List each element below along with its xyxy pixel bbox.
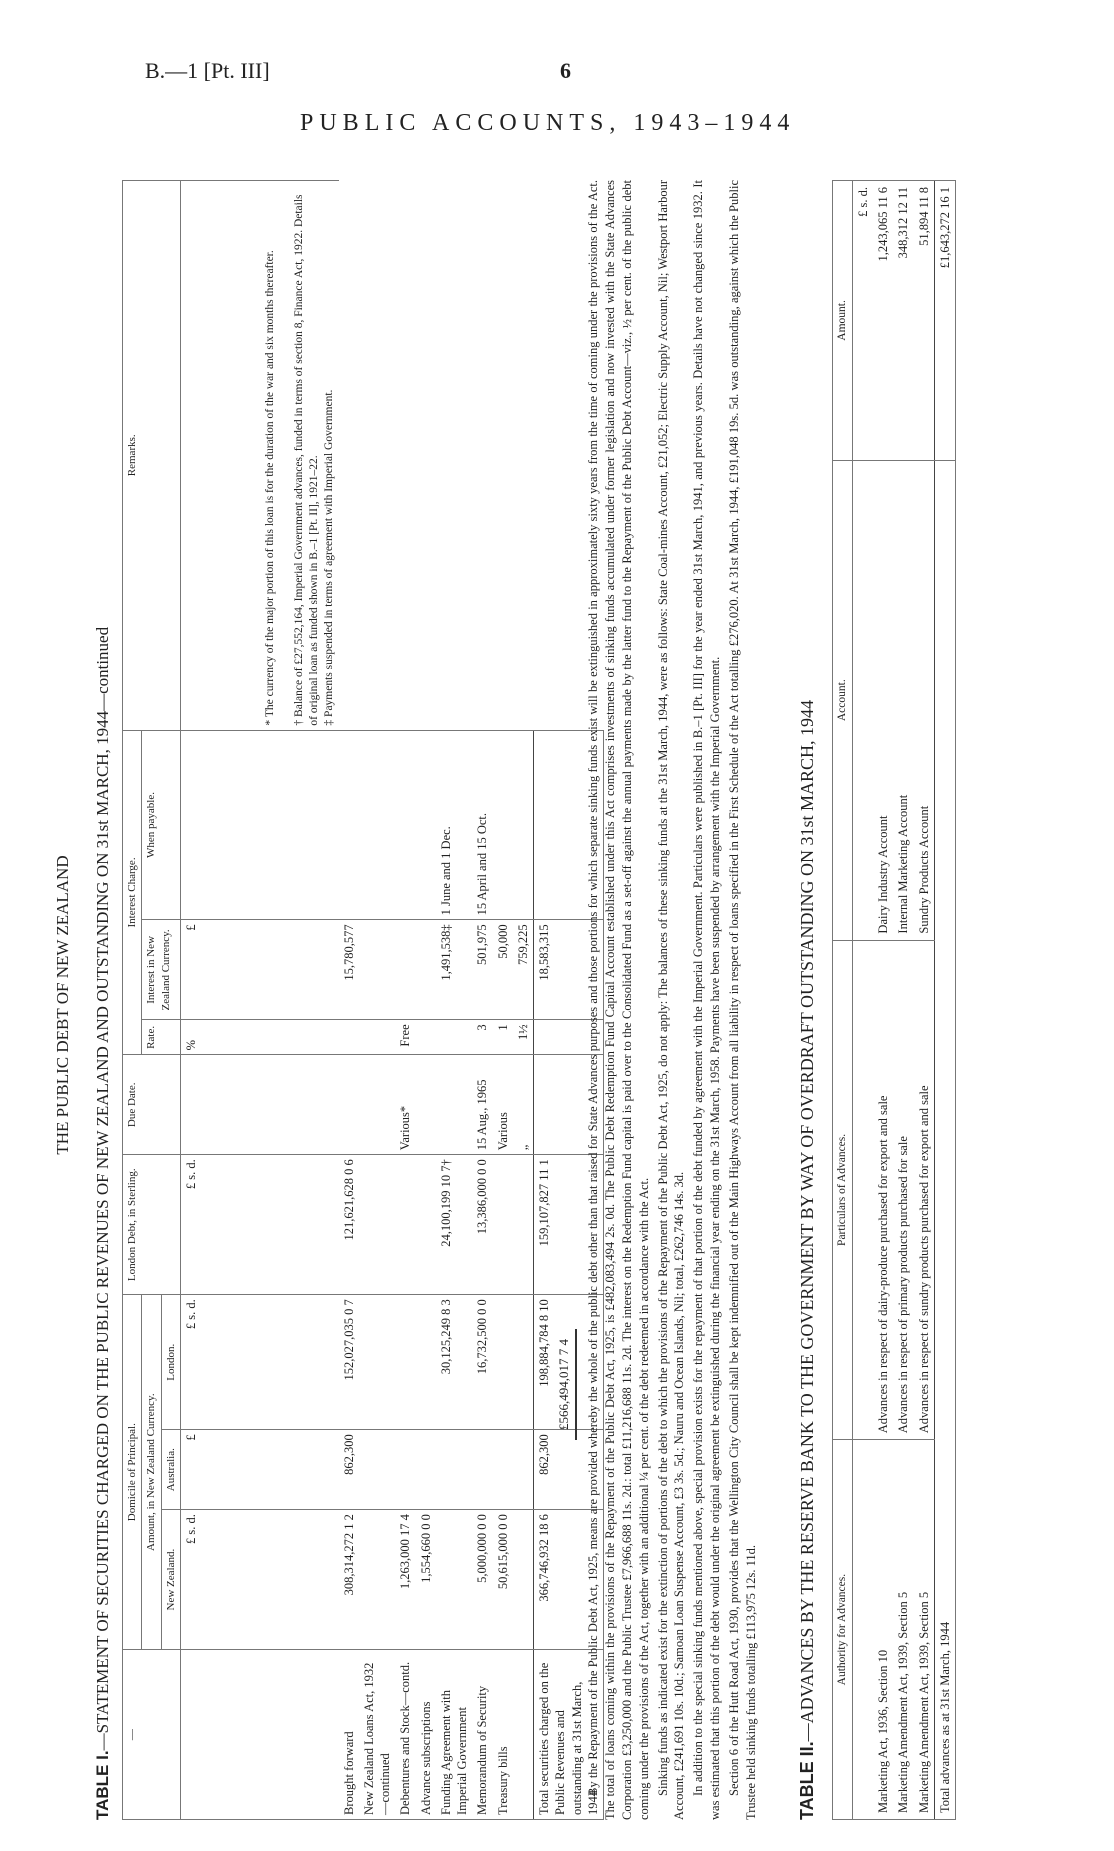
table1-cell-ldn: 30,125,249 8 3 <box>436 1295 473 1430</box>
table1-cell-label: Advance subscriptions <box>416 1650 436 1820</box>
table1-cell-due: Various <box>493 1055 513 1155</box>
table1-cell-payable: 1 June and 1 Dec. <box>436 730 473 920</box>
table1-header-interest-charge: Interest Charge. <box>123 730 142 1055</box>
table1-row <box>436 181 473 1820</box>
table1-cell-label: Funding Agreement with Imperial Government <box>436 1650 473 1820</box>
table2-cell-amount: 1,243,065 11 6 <box>873 181 893 461</box>
table2-cell-particulars: Advances in respect of dairy-produce purchased for export and sale <box>873 940 893 1440</box>
table1-cell-due <box>436 1055 473 1155</box>
table1-cell-rate: 1 <box>493 1020 513 1055</box>
table1-cell-due: „ <box>513 1055 534 1155</box>
table1-cell-ldn <box>395 1295 415 1430</box>
table2-cell-particulars: Advances in respect of sundry products purchased for export and sale <box>914 940 935 1440</box>
remark-1: * The currency of the major portion of this loan is for the duration of the war and six months thereafter. <box>263 250 276 726</box>
table1-header-blank: — <box>123 1650 181 1820</box>
table1-cell-due: Various* <box>395 1055 415 1155</box>
table1-cell-nz: 1,554,660 0 0 <box>416 1510 436 1650</box>
table1-cell-label: Brought forward <box>339 1650 359 1820</box>
table1-cell-label <box>513 1650 534 1820</box>
table1-total-sterling: 159,107,827 11 1 <box>534 1155 604 1295</box>
table1-header-new-zealand: New Zealand. <box>161 1510 180 1650</box>
table1-cell-due <box>416 1055 436 1155</box>
table1-cell-au <box>359 1430 396 1510</box>
sheet-title: THE PUBLIC DEBT OF NEW ZEALAND <box>53 855 72 1155</box>
table1-total-label: Total securities charged on the Public Revenues and outstanding at 31st March, 1944 <box>534 1650 604 1820</box>
table1-cell-sterling: 121,621,628 0 6 <box>339 1155 359 1295</box>
table1-cell-au <box>436 1430 473 1510</box>
table1-header-rate: Rate. <box>142 1020 181 1055</box>
table1-cell-rate: Free <box>395 1020 415 1055</box>
table1-header-remarks: Remarks. <box>123 181 181 731</box>
table2-cell-amount: 51,894 11 8 <box>914 181 935 461</box>
table2-cell-account: Internal Marketing Account <box>893 460 913 940</box>
table1-cell-ldn <box>416 1295 436 1430</box>
table1-cell-au <box>513 1430 534 1510</box>
publication-title: PUBLIC ACCOUNTS, 1943–1944 <box>300 110 796 136</box>
table1-cell-sterling <box>359 1155 396 1295</box>
table1-cell-interest: 759,225 <box>513 920 534 1020</box>
table2-cell-authority: Marketing Amendment Act, 1939, Section 5 <box>893 1440 913 1820</box>
table1-header-interest-nz: Interest in New Zealand Currency. <box>142 920 181 1020</box>
table1-cell-rate: 1½ <box>513 1020 534 1055</box>
table1-cell-due: 15 Aug., 1965 <box>472 1055 492 1155</box>
document-reference: B.—1 [Pt. III] <box>145 58 270 83</box>
table1-cell-label: New Zealand Loans Act, 1932 —continued <box>359 1650 396 1820</box>
table1-cell-rate <box>436 1020 473 1055</box>
table1-cell-payable <box>416 730 436 920</box>
remark-2: † Balance of £27,552,164, Imperial Government advances, funded in terms of section 8, Finance Act, 1922. Details of original loan as funded shown in B.–1 [Pt. II], 1921–22. <box>292 194 320 726</box>
table1-cell-sterling: 13,386,000 0 0 <box>472 1155 492 1295</box>
table1-cell-nz: 1,263,000 17 4 <box>395 1510 415 1650</box>
table1-cell-payable <box>395 730 415 920</box>
remark-3: ‡ Payments suspended in terms of agreement with Imperial Government. <box>322 389 335 726</box>
table2-cell-account: Dairy Industry Account <box>873 460 893 940</box>
table2-header-account: Account. <box>833 460 853 940</box>
table1-cell-rate <box>339 1020 359 1055</box>
table1-cell-interest: 501,975 <box>472 920 492 1020</box>
notes-block <box>585 180 762 1820</box>
table1-cell-nz: 5,000,000 0 0 <box>472 1510 492 1650</box>
table2-cell-amount: 348,312 12 11 <box>893 181 913 461</box>
table2-row <box>914 181 935 1820</box>
note-paragraph-2: Sinking funds as indicated exist for the extinction of portions of the debt to which the provisions of the Repayment of the Public Debt Act, 1925, do not apply: The balances of these sinking funds at the 31st March, 1944, were as follows: State Coal-mines Account, £21,052; Electric Supply Account, Nil; Westport Harbour Account, £241,691 10s. 10d.; Samoan Loan Suspense Account, £3 3s. 5d.; Nauru and Ocean Islands, Nil; total, £262,746 14s. 3d. <box>655 180 687 1820</box>
table1-row <box>395 181 415 1820</box>
table1-cell-ldn: 152,027,035 0 7 <box>339 1295 359 1430</box>
table1-cell-interest <box>416 920 436 1020</box>
table1-cell-interest: 15,780,577 <box>339 920 359 1020</box>
table2-row <box>893 181 913 1820</box>
note-paragraph-1: By the Repayment of the Public Debt Act, 1925, means are provided whereby the whole of the public debt other than that raised for State Advances purposes and those portions for which separate sinking funds exist will be extinguished in approximately sixty years from the time of coming under the provisions of the Act. The total of loans coming within the provisions of the Repayment of the Public Debt Act, 1925, is £482,083,494 2s. 0d. The Public Debt Redemption Fund Capital Account established under this Act comprises investments of sinking funds accumulated under former legislation and now invested with the State Advances Corporation £3,250,000 and the Public Trustee £7,966,688 11s. 2d.: total £11,216,688 11s. 2d. The interest on the Redemption Fund capital is paid over to the Consolidated Fund as a set-off against the annual payments made by the latter fund to the Repayment of the Public Debt Account—viz., ½ per cent. of the public debt coming under the provisions of the Act, together with an additional ¼ per cent. of the debt redeemed in accordance with the Act. <box>586 180 651 1820</box>
units-au: £ <box>180 1430 338 1510</box>
table1-cell-rate <box>416 1020 436 1055</box>
table1-cell-sterling <box>416 1155 436 1295</box>
table2-cell-authority: Marketing Amendment Act, 1939, Section 5 <box>914 1440 935 1820</box>
table1-label: TABLE I. <box>93 1750 112 1820</box>
table1-row <box>513 181 534 1820</box>
table2 <box>832 180 956 1820</box>
table2-label: TABLE II. <box>797 1741 817 1820</box>
units-rate: % <box>180 1020 338 1055</box>
units-nz: £ s. d. <box>180 1510 338 1650</box>
units-interest: £ <box>180 920 338 1020</box>
table1-cell-interest <box>359 920 396 1020</box>
table2-title <box>796 180 819 1820</box>
table2-units: £ s. d. <box>852 181 873 461</box>
table1-cell-rate <box>359 1020 396 1055</box>
table1-row <box>493 181 513 1820</box>
table1-cell-label: Treasury bills <box>493 1650 513 1820</box>
table2-cell-account: Sundry Products Account <box>914 460 935 940</box>
table2-cell-authority: Marketing Act, 1936, Section 10 <box>873 1440 893 1820</box>
table1-cell-nz <box>359 1510 396 1650</box>
table2-title-text: —ADVANCES BY THE RESERVE BANK TO THE GOVERNMENT BY WAY OF OVERDRAFT OUTSTANDING ON 31st MARCH, 1944 <box>797 699 817 1742</box>
table2-total-row <box>934 181 955 1820</box>
table2-row <box>873 181 893 1820</box>
table1-cell-label: Debentures and Stock—contd. <box>395 1650 415 1820</box>
table1-cell-sterling <box>513 1155 534 1295</box>
table1-cell-sterling <box>395 1155 415 1295</box>
table1-cell-payable: 15 April and 15 Oct. <box>472 730 492 920</box>
table1-cell-interest <box>395 920 415 1020</box>
table1-cell-payable <box>359 730 396 920</box>
table1-cell-due <box>339 1055 359 1155</box>
table2-units-row <box>852 181 873 1820</box>
table2-header-particulars: Particulars of Advances. <box>833 940 853 1440</box>
table1-title-text: —STATEMENT OF SECURITIES CHARGED ON THE PUBLIC REVENUES OF NEW ZEALAND AND OUTSTANDING ON 31st MARCH, 1944—continued <box>93 626 112 1751</box>
table1-cell-payable <box>339 730 359 920</box>
table1-total-london: 198,884,784 8 10 <box>534 1295 604 1430</box>
table1-row <box>416 181 436 1820</box>
table1-row <box>339 181 359 1820</box>
table1-cell-sterling <box>493 1155 513 1295</box>
rotated-sheet <box>53 170 1080 1840</box>
table1-cell-nz: 308,314,272 1 2 <box>339 1510 359 1650</box>
table1-cell-nz <box>513 1510 534 1650</box>
table1-header-london-debt: London Debt, in Sterling. <box>123 1155 181 1295</box>
table1-cell-ldn <box>359 1295 396 1430</box>
table1-header-australia: Australia. <box>161 1430 180 1510</box>
table1-cell-ldn: 16,732,500 0 0 <box>472 1295 492 1430</box>
table1-units-row <box>180 181 338 1820</box>
table1-cell-interest: 50,000 <box>493 920 513 1020</box>
table1-cell-ldn <box>493 1295 513 1430</box>
table1-title <box>92 180 114 1820</box>
page-number: 6 <box>560 58 571 83</box>
table1-cell-au <box>472 1430 492 1510</box>
table1-row <box>359 181 396 1820</box>
table1-cell-payable <box>513 730 534 920</box>
table1-header-domicile: Domicile of Principal. <box>123 1295 142 1650</box>
table1-cell-au: 862,300 <box>339 1430 359 1510</box>
table1-total-interest: 18,583,315 <box>534 920 604 1020</box>
table2-total-amount: £1,643,272 16 1 <box>934 181 955 461</box>
note-paragraph-3: In addition to the special sinking funds mentioned above, special provision exists for the repayment of that portion of the debt funded by agreement with the Imperial Government. Particulars were published in B.–1 [Pt. III] for the year ended 31st March, 1941, and previous years. Details have not changed since 1932. It was estimated that this portion of the debt would under the original agreement be extinguished during the financial year ending on the 31st March, 1958. Payments have been suspended by arrangement with the Imperial Government. <box>691 180 723 1820</box>
units-sterling: £ s. d. <box>180 1155 338 1295</box>
units-london: £ s. d. <box>180 1295 338 1430</box>
table1-header-london: London. <box>161 1295 180 1430</box>
grand-total: £566,494,017 7 4 <box>554 1329 577 1440</box>
table1-total-nz: 366,746,932 18 6 <box>534 1510 604 1650</box>
table2-header-amount: Amount. <box>833 181 853 461</box>
table1-cell-au <box>416 1430 436 1510</box>
table2-cell-particulars: Advances in respect of primary products purchased for sale <box>893 940 913 1440</box>
table1-header-due-date: Due Date. <box>123 1055 181 1155</box>
table1 <box>122 180 604 1820</box>
table1-row <box>472 181 492 1820</box>
table1-cell-sterling: 24,100,199 10 7† <box>436 1155 473 1295</box>
table2-header-authority: Authority for Advances. <box>833 1440 853 1820</box>
table2-total-label: Total advances as at 31st March, 1944 <box>934 460 955 1819</box>
table1-cell-rate: 3 <box>472 1020 492 1055</box>
table1-cell-due <box>359 1055 396 1155</box>
table1-cell-ldn <box>513 1295 534 1430</box>
table1-cell-payable <box>493 730 513 920</box>
table1-cell-nz <box>436 1510 473 1650</box>
table1-header-when-payable: When payable. <box>142 730 181 920</box>
note-paragraph-4: Section 6 of the Hutt Road Act, 1930, provides that the Wellington City Council shall be kept indemnified out of the Main Highways Account from all liability in respect of loans specified in the First Schedule of the Act totalling £276,020. At 31st March, 1944, £191,048 19s. 5d. was outstanding, against which the Public Trustee held sinking funds totalling £113,975 12s. 11d. <box>727 180 758 1820</box>
table1-cell-label: Memorandum of Security <box>472 1650 492 1820</box>
table1-cell-au <box>395 1430 415 1510</box>
table1-cell-interest: 1,491,538‡ <box>436 920 473 1020</box>
table1-remarks-cell <box>180 181 338 731</box>
table1-total-au: 862,300 <box>534 1430 604 1510</box>
table1-cell-nz: 50,615,000 0 0 <box>493 1510 513 1650</box>
table1-cell-au <box>493 1430 513 1510</box>
table1-header-amount-nz: Amount, in New Zealand Currency. <box>142 1295 161 1650</box>
